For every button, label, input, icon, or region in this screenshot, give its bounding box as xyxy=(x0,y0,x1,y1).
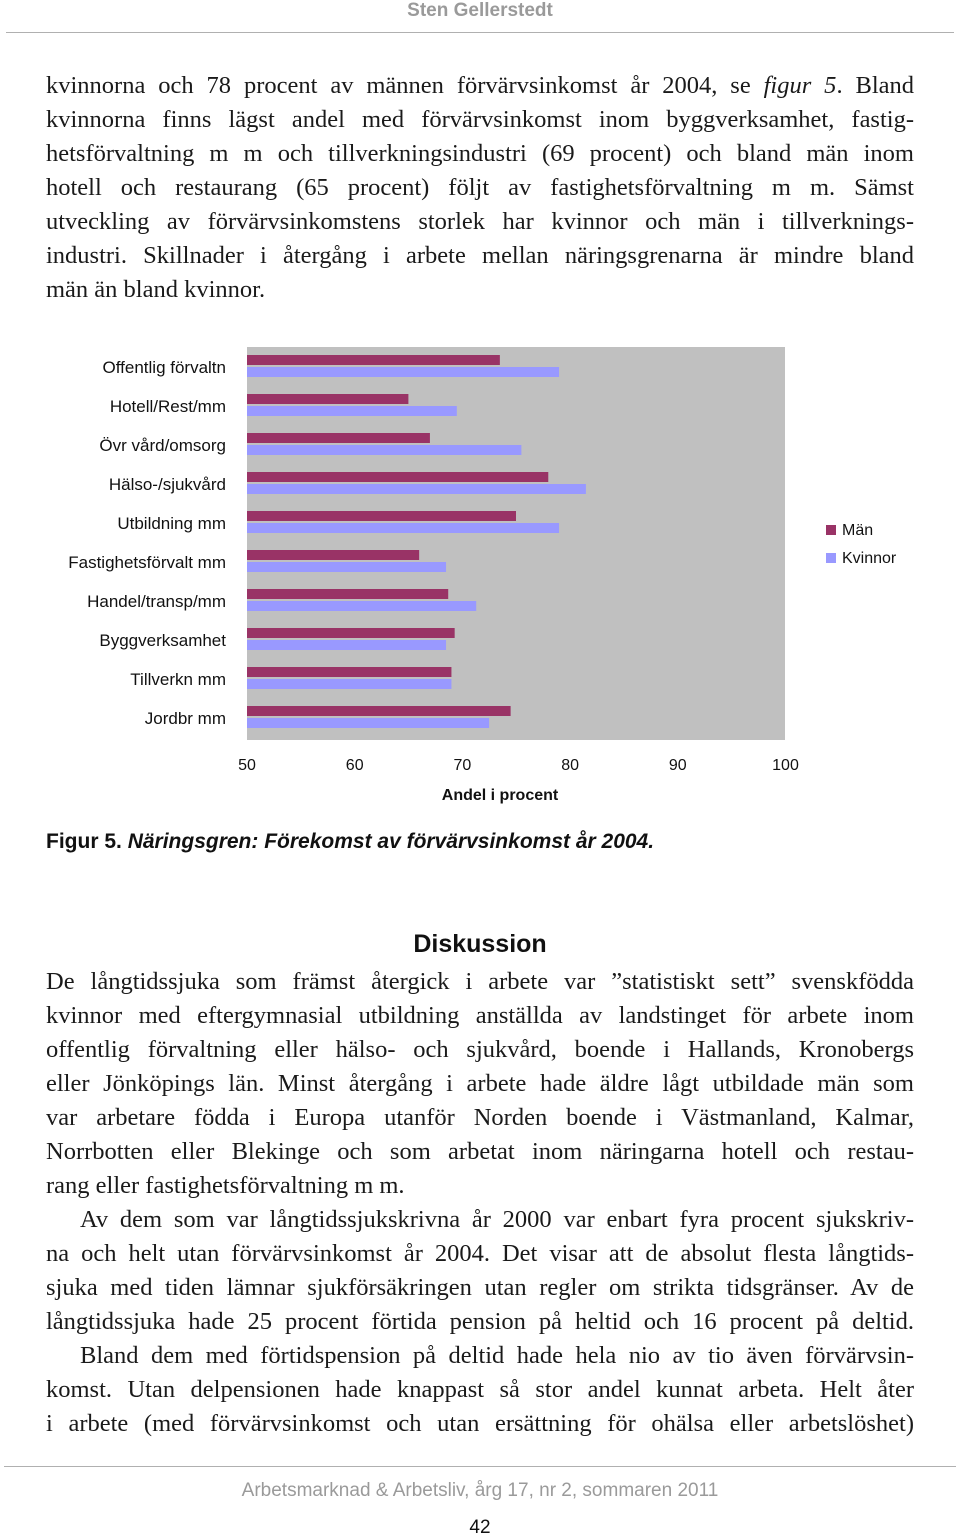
figure-caption xyxy=(46,830,654,854)
bar-kvinnor xyxy=(247,679,451,689)
category-label: Offentlig förvaltn xyxy=(102,358,226,377)
bar-kvinnor xyxy=(247,367,559,377)
category-label: Hotell/Rest/mm xyxy=(109,397,226,416)
discussion-body xyxy=(46,965,914,1441)
text-run: kvinnorna och 78 procent av männen förvärvsinkomst år 2004, se xyxy=(46,72,764,99)
bar-chart xyxy=(0,330,960,820)
text-line: kvinnor med eftergymnasial utbildning anställda av landstinget för arbete inom xyxy=(46,1002,914,1029)
bar-man xyxy=(247,706,511,716)
text-line: na och helt utan förvärvsinkomst år 2004. Det visar att de absolut flesta långtids- xyxy=(46,1240,914,1267)
page-number: 42 xyxy=(469,1517,491,1538)
text-line: hetsförvaltning m m och tillverkningsindustri (69 procent) och bland män inom xyxy=(46,140,914,167)
bar-kvinnor xyxy=(247,484,586,494)
bar-man xyxy=(247,628,455,638)
text-line: sjuka med tiden lämnar sjukförsäkringen utan regler om strikta tidsgränser. Av de xyxy=(46,1274,914,1301)
text-line: hotell och restaurang (65 procent) följt av fastighetsförvaltning m m. Sämst xyxy=(46,174,914,201)
text-line: Av dem som var långtidssjukskrivna år 2000 var enbart fyra procent sjukskriv- xyxy=(80,1206,914,1233)
bar-kvinnor xyxy=(247,523,559,533)
header-divider xyxy=(6,32,954,33)
bar-man xyxy=(247,472,548,482)
legend-swatch xyxy=(826,553,836,563)
text-run: . Bland xyxy=(836,72,914,99)
section-heading: Diskussion xyxy=(413,930,547,958)
text-line: utveckling av förvärvsinkomstens storlek har kvinnor och män i tillverknings- xyxy=(46,208,914,235)
bar-kvinnor xyxy=(247,718,489,728)
category-label: Byggverksamhet xyxy=(99,631,226,650)
category-label: Utbildning mm xyxy=(117,514,226,533)
x-tick-label: 50 xyxy=(238,757,256,774)
bar-man xyxy=(247,667,451,677)
text-line xyxy=(46,69,914,103)
figure-reference: figur 5 xyxy=(763,72,837,99)
bar-kvinnor xyxy=(247,406,457,416)
legend-label: Män xyxy=(842,522,874,539)
text-line: Norrbotten eller Blekinge och som arbetat inom näringarna hotell och restau- xyxy=(46,1138,914,1165)
category-label: Övr vård/omsorg xyxy=(99,436,226,455)
x-axis-title: Andel i procent xyxy=(441,787,559,804)
bar-man xyxy=(247,511,516,521)
bar-kvinnor xyxy=(247,601,476,611)
intro-paragraph xyxy=(46,69,914,307)
bar-kvinnor xyxy=(247,445,521,455)
legend-swatch xyxy=(826,525,836,535)
category-label: Jordbr mm xyxy=(144,709,226,728)
x-tick-label: 80 xyxy=(561,757,579,774)
running-header-author: Sten Gellerstedt xyxy=(407,0,553,21)
category-label: Hälso-/sjukvård xyxy=(108,475,226,494)
text-line: var arbetare födda i Europa utanför Norden boende i Västmanland, Kalmar, xyxy=(46,1104,914,1131)
x-tick-label: 100 xyxy=(772,757,799,774)
text-line: De långtidssjuka som främst återgick i arbete var ”statistiskt sett” svenskfödda xyxy=(46,968,914,995)
text-line: rang eller fastighetsförvaltning m m. xyxy=(46,1172,405,1199)
category-label: Fastighetsförvalt mm xyxy=(68,553,226,572)
bar-man xyxy=(247,589,448,599)
figure-label: Figur 5. xyxy=(46,830,122,853)
x-tick-label: 70 xyxy=(453,757,472,774)
footer-divider xyxy=(4,1466,956,1467)
bar-man xyxy=(247,550,419,560)
text-line: eller Jönköpings län. Minst återgång i arbete hade äldre lågt utbildade män som xyxy=(46,1070,914,1097)
x-tick-label: 60 xyxy=(345,757,364,774)
x-tick-label: 90 xyxy=(668,757,687,774)
category-label: Tillverkn mm xyxy=(130,670,226,689)
text-line: kvinnorna finns lägst andel med förvärvsinkomst inom byggverksamhet, fastig- xyxy=(46,106,914,133)
running-footer-journal: Arbetsmarknad & Arbetsliv, årg 17, nr 2, sommaren 2011 xyxy=(241,1480,719,1501)
text-line: män än bland kvinnor. xyxy=(46,276,266,303)
bar-kvinnor xyxy=(247,640,446,650)
category-label: Handel/transp/mm xyxy=(87,592,226,611)
text-line: komst. Utan delpensionen hade knappast så stor andel kunnat arbeta. Helt åter xyxy=(46,1376,914,1403)
text-line: i arbete (med förvärvsinkomst och utan ersättning för ohälsa eller arbetslöshet) xyxy=(46,1410,914,1437)
bar-man xyxy=(247,433,430,443)
figure-caption-text: Näringsgren: Förekomst av förvärvsinkomst år 2004. xyxy=(127,830,655,853)
bar-kvinnor xyxy=(247,562,446,572)
text-line: Bland dem med förtidspension på deltid hade hela nio av tio även förvärvsin- xyxy=(80,1342,914,1369)
bar-man xyxy=(247,394,408,404)
legend-label: Kvinnor xyxy=(842,550,897,567)
text-line: offentlig förvaltning eller hälso- och sjukvård, boende i Hallands, Kronobergs xyxy=(46,1036,914,1063)
text-line: industri. Skillnader i återgång i arbete mellan näringsgrenarna är mindre bland xyxy=(46,242,914,269)
text-line: långtidssjuka hade 25 procent förtida pension på heltid och 16 procent på deltid. xyxy=(46,1308,914,1335)
bar-man xyxy=(247,355,500,365)
